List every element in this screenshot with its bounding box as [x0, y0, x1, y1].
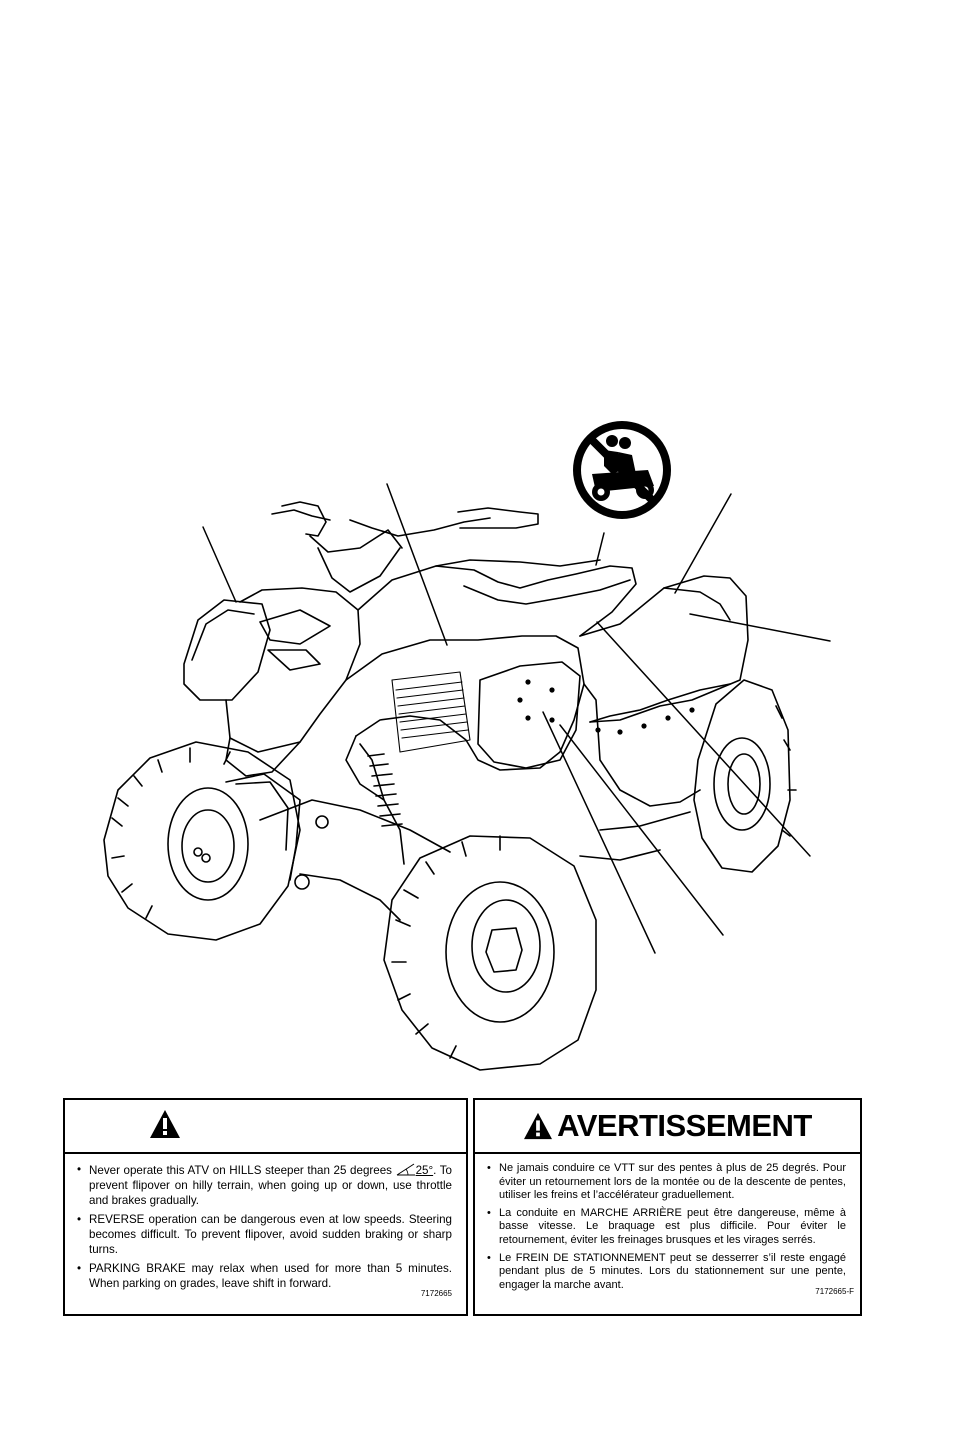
english-bullet-hills: • Never operate this ATV on HILLS steeper than 25 degrees 25°. To prevent flipover on hilly terrain, when going up or down, use throttle and brakes gradually.: [79, 1162, 452, 1208]
english-bullet-reverse: • REVERSE operation can be dangerous even at low speeds. Steering becomes difficult. To prevent flipover, avoid sudden braking or sharp turns.: [79, 1212, 452, 1257]
atv-illustration: [0, 380, 954, 1080]
angle-value: 25°: [415, 1164, 434, 1177]
rear-wheel: [694, 680, 796, 872]
french-label-header: [475, 1100, 860, 1154]
english-warning-label: [63, 1098, 468, 1316]
french-bullet-marche-arriere: • La conduite en MARCHE ARRIÈRE peut être dangereuse, même à basse vitesse. Le braquage est plus difficile. Pour éviter le retournement, éviter les freinages brusques et les virages serrés.: [489, 1207, 846, 1248]
french-bullet-pentes: • Ne jamais conduire ce VTT sur des pentes à plus de 25 degrés. Pour éviter un retournement lors de la montée ou de la descente de pentes, utiliser les freins et l’accélérateur graduellement.: [489, 1162, 846, 1203]
rear-body: [580, 576, 748, 806]
handlebars: [272, 502, 538, 592]
english-bullet-parking: • PARKING BRAKE may relax when used for more than 5 minutes. When parking on grades, leave shift in forward.: [79, 1261, 452, 1291]
english-label-header: [65, 1100, 466, 1154]
french-part-number: 7172665-F: [815, 1287, 854, 1296]
no-passenger-icon: [573, 421, 671, 519]
french-warning-label: [473, 1098, 862, 1316]
french-bullet-list: [475, 1154, 860, 1292]
front-right-wheel: [384, 836, 596, 1070]
angle-icon: [396, 1162, 416, 1176]
french-title: AVERTISSEMENT: [557, 1108, 812, 1143]
english-bullet-list: [65, 1154, 466, 1291]
frame-suspension: [226, 744, 690, 920]
warning-triangle-icon: [149, 1109, 181, 1139]
radiator: [392, 672, 470, 752]
english-part-number: 7172665: [420, 1289, 452, 1298]
front-body: [184, 560, 636, 800]
leader-lines: [203, 484, 830, 953]
french-bullet-frein: • Le FREIN DE STATIONNEMENT peut se desserrer s’il reste engagé pendant plus de 5 minutes. Lors du stationnement sur une pente, engager la marche avant.: [489, 1252, 846, 1293]
warning-triangle-icon: [523, 1112, 553, 1140]
